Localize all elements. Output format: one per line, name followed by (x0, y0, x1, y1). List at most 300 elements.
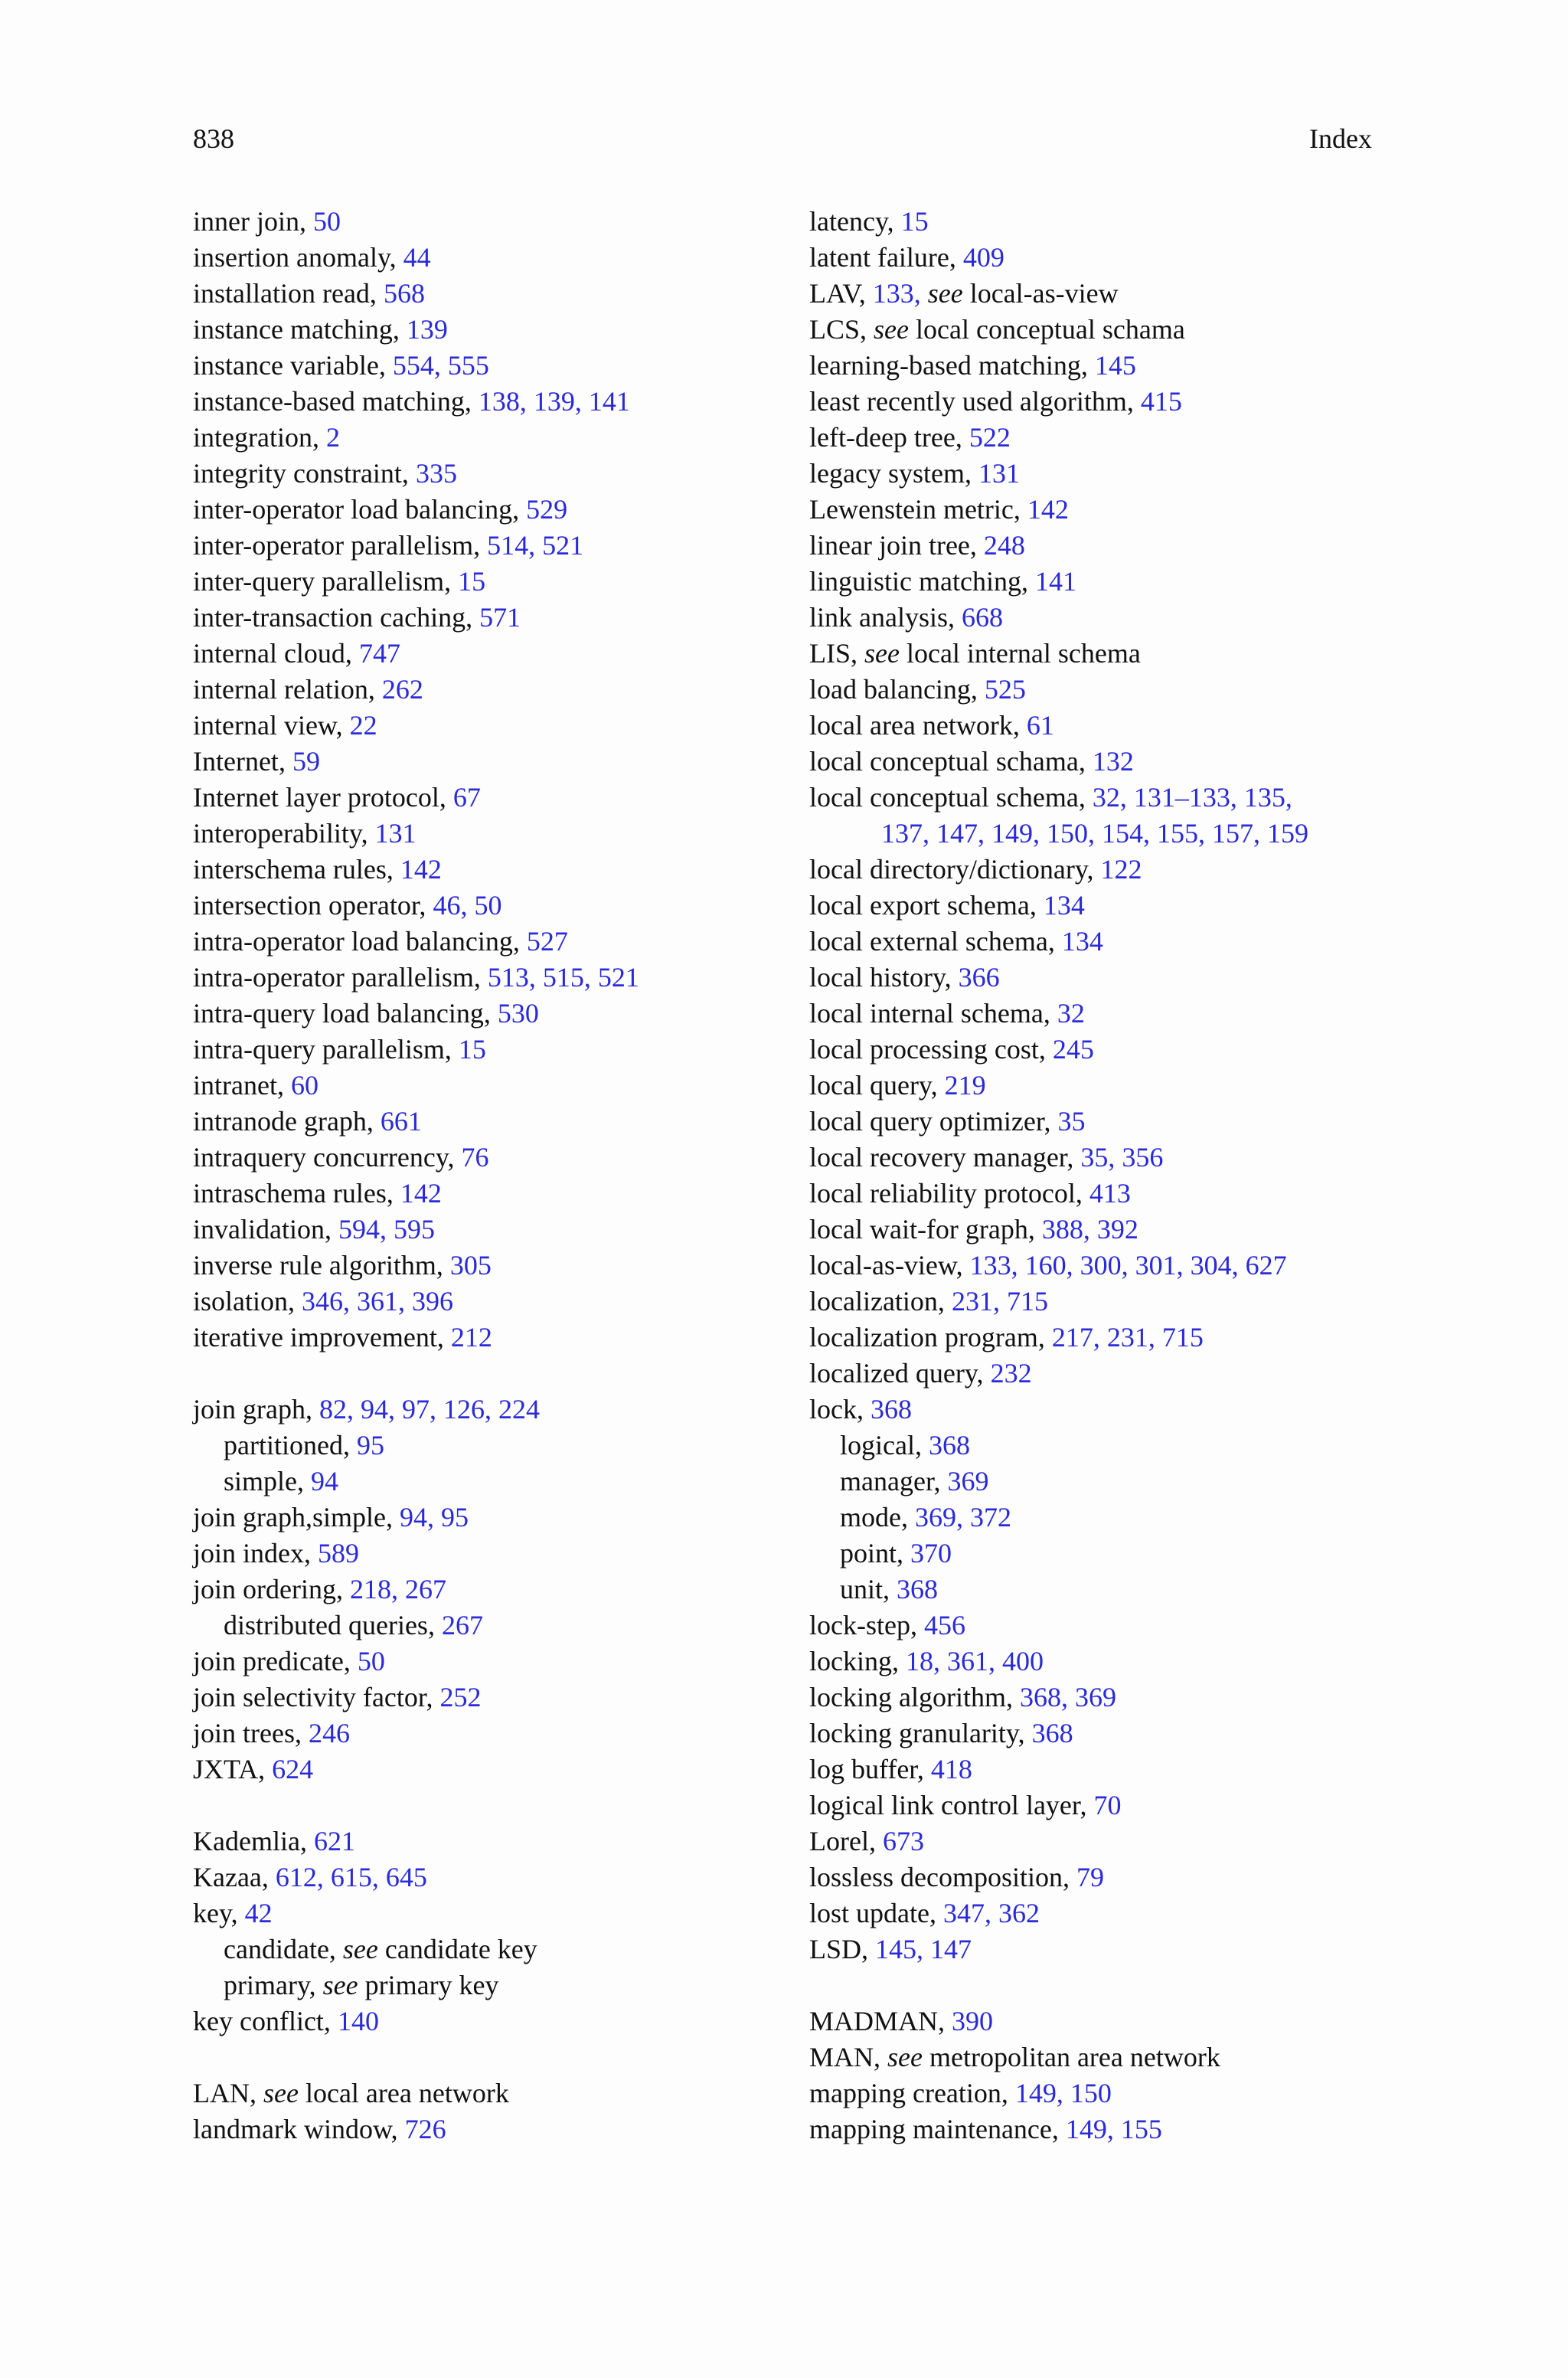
page-reference[interactable]: 370 (910, 1538, 952, 1568)
see-reference: see (874, 314, 909, 345)
page-reference[interactable]: 621 (313, 1826, 355, 1856)
page-reference[interactable]: 368 (1031, 1718, 1073, 1748)
index-term: link analysis, (809, 602, 962, 633)
index-term: linguistic matching, (809, 566, 1035, 597)
index-entry (193, 204, 775, 240)
page-reference[interactable]: 267 (441, 1610, 483, 1640)
page-reference[interactable]: 141 (1034, 566, 1076, 597)
index-term: landmark window, (193, 2114, 405, 2144)
index-term: linear join tree, (809, 530, 984, 561)
index-entry (809, 1392, 1391, 1428)
index-entry (193, 924, 775, 960)
page-reference[interactable]: 529 (526, 494, 568, 525)
index-term: intranode graph, (193, 1106, 381, 1137)
index-entry (809, 1500, 1391, 1536)
page-reference[interactable]: 22 (349, 710, 377, 741)
index-term: lock, (809, 1394, 871, 1425)
page-reference[interactable]: 35, 356 (1080, 1142, 1164, 1173)
page-reference[interactable]: 59 (292, 746, 320, 777)
index-term: integration, (193, 422, 326, 453)
index-term: inverse rule algorithm, (193, 1250, 450, 1281)
index-term: lost update, (809, 1898, 943, 1928)
index-term: local reliability protocol, (809, 1178, 1089, 1209)
index-entry (809, 2039, 1391, 2075)
page-reference[interactable]: 668 (961, 602, 1003, 633)
page-reference[interactable]: 133, (872, 278, 921, 309)
index-entry (809, 1572, 1391, 1608)
index-entry (809, 636, 1391, 672)
index-term: localized query, (809, 1358, 991, 1389)
index-entry (193, 1392, 775, 1428)
index-entry (193, 744, 775, 780)
index-term: join index, (193, 1538, 318, 1568)
page-reference[interactable]: 726 (404, 2114, 446, 2144)
index-term: Lorel, (809, 1826, 883, 1856)
page-reference[interactable]: 262 (381, 674, 423, 705)
page-reference[interactable]: 368 (928, 1430, 970, 1460)
page-reference[interactable]: 95 (356, 1430, 384, 1460)
page-reference[interactable]: 149, 150 (1014, 2078, 1112, 2108)
index-entry (809, 744, 1391, 780)
see-target: local-as-view (962, 278, 1119, 309)
index-term: inter-transaction caching, (193, 602, 480, 633)
index-term: key, (193, 1898, 245, 1928)
see-target: primary key (358, 1970, 499, 2000)
index-entry (809, 1824, 1391, 1860)
index-term: intersection operator, (193, 890, 433, 921)
index-entry (193, 1500, 775, 1536)
index-term: legacy system, (809, 458, 978, 489)
index-term: local export schema, (809, 890, 1044, 921)
page-reference[interactable]: 527 (526, 926, 568, 957)
index-entry (193, 1608, 775, 1644)
page-reference[interactable]: 248 (983, 530, 1025, 561)
index-entry (193, 1068, 775, 1104)
page-reference[interactable]: 61 (1026, 710, 1054, 741)
page-reference[interactable]: 335 (415, 458, 457, 489)
page-reference[interactable]: 415 (1140, 386, 1182, 417)
page-reference[interactable]: 347, 362 (942, 1898, 1040, 1928)
see-reference: see (920, 278, 963, 309)
index-term: intra-query load balancing, (193, 998, 498, 1029)
index-entry (193, 1284, 775, 1320)
page-reference[interactable]: 589 (317, 1538, 359, 1568)
index-term: local internal schema, (809, 998, 1057, 1029)
index-term: LSD, (809, 1934, 876, 1964)
page-reference[interactable]: 44 (403, 242, 431, 273)
page-reference[interactable]: 139 (406, 314, 448, 345)
page-reference[interactable]: 134 (1043, 890, 1085, 921)
page-reference[interactable]: 217, 231, 715 (1051, 1322, 1204, 1353)
index-term: integrity constraint, (193, 458, 416, 489)
index-entry (193, 1212, 775, 1248)
index-entry (809, 888, 1391, 924)
see-reference: see (322, 1970, 358, 2000)
index-entry (193, 420, 775, 456)
index-term: local area network, (809, 710, 1027, 741)
index-term: LAN, (193, 2078, 263, 2108)
index-term: Kazaa, (193, 1862, 276, 1892)
index-term: lock-step, (809, 1610, 924, 1640)
index-term: inter-operator parallelism, (193, 530, 488, 561)
see-target: local conceptual schama (909, 314, 1185, 345)
page-reference[interactable]: 32, 131–133, 135, (1092, 782, 1292, 813)
see-reference: see (263, 2078, 299, 2108)
page-reference[interactable]: 94, 95 (399, 1502, 469, 1532)
page-reference[interactable]: 212 (450, 1322, 492, 1353)
page-reference[interactable]: 142 (400, 1178, 442, 1209)
page-reference[interactable]: 346, 361, 396 (302, 1286, 453, 1317)
index-entry (193, 1967, 775, 2003)
page-reference[interactable]: 571 (479, 602, 521, 633)
index-term: local conceptual schama, (809, 746, 1093, 777)
page-reference[interactable]: 218, 267 (349, 1574, 446, 1604)
index-term: locking, (809, 1646, 906, 1676)
page-reference[interactable]: 145 (1094, 350, 1136, 381)
index-entry (193, 1896, 775, 1932)
index-term: join graph, (193, 1394, 319, 1425)
page-reference[interactable]: 252 (439, 1682, 482, 1712)
page-reference[interactable]: 369 (947, 1466, 989, 1496)
index-entry (809, 492, 1391, 528)
page-reference[interactable]: 522 (969, 422, 1011, 453)
page-reference[interactable]: 456 (923, 1610, 965, 1640)
index-entry (809, 1680, 1391, 1716)
index-term: left-deep tree, (809, 422, 969, 453)
index-entry (809, 2003, 1391, 2039)
page-reference[interactable]: 60 (290, 1070, 318, 1101)
index-term: join predicate, (193, 1646, 358, 1676)
index-term: intra-operator load balancing, (193, 926, 527, 957)
page-reference[interactable]: 513, 515, 521 (487, 962, 639, 993)
page-reference[interactable]: 245 (1052, 1034, 1094, 1065)
page-reference[interactable]: 145, 147 (875, 1934, 972, 1964)
index-term: intraschema rules, (193, 1178, 400, 1209)
page-reference[interactable]: 140 (337, 2006, 379, 2036)
index-entry (809, 2075, 1391, 2111)
page-reference[interactable]: 554, 555 (392, 350, 489, 381)
index-term: learning-based matching, (809, 350, 1095, 381)
page-reference[interactable]: 32 (1057, 998, 1085, 1029)
page-reference[interactable]: 594, 595 (338, 1214, 435, 1245)
index-entry (193, 1464, 775, 1500)
page-reference[interactable]: 418 (930, 1754, 972, 1784)
index-entry (809, 1932, 1391, 1967)
index-term: Lewenstein metric, (809, 494, 1027, 525)
index-term: logical, (840, 1430, 929, 1460)
page-reference[interactable]: 142 (400, 854, 442, 885)
index-entry (809, 348, 1391, 384)
index-term: inner join, (193, 206, 313, 237)
index-term: local conceptual schema, (809, 782, 1093, 813)
page-reference[interactable]: 50 (312, 206, 341, 237)
page-reference[interactable]: 219 (944, 1070, 986, 1101)
index-entry (809, 276, 1391, 312)
page-reference[interactable]: 2 (325, 422, 340, 453)
index-entry (193, 780, 775, 816)
page-reference[interactable]: 409 (962, 242, 1004, 273)
index-term: internal cloud, (193, 638, 359, 669)
running-head: Index (1309, 123, 1372, 154)
index-entry (809, 1788, 1391, 1824)
page-reference[interactable]: 388, 392 (1041, 1214, 1138, 1245)
index-term: lossless decomposition, (809, 1862, 1076, 1892)
index-entry (193, 276, 775, 312)
see-target: local area network (298, 2078, 509, 2108)
index-entry (193, 1932, 775, 1967)
page-reference[interactable]: 18, 361, 400 (905, 1646, 1044, 1676)
index-term: join trees, (193, 1718, 309, 1748)
see-target: candidate key (377, 1934, 537, 1964)
index-term: isolation, (193, 1286, 302, 1317)
index-entry (809, 312, 1391, 348)
index-term: join ordering, (193, 1574, 350, 1604)
index-entry (809, 1860, 1391, 1896)
index-term: mapping maintenance, (809, 2114, 1066, 2144)
index-term: distributed queries, (224, 1610, 442, 1640)
index-term: latency, (809, 206, 901, 237)
index-term: localization program, (809, 1322, 1052, 1353)
index-term: MADMAN, (809, 2006, 952, 2036)
page-reference[interactable]: 133, 160, 300, 301, 304, 627 (969, 1250, 1287, 1281)
index-term: logical link control layer, (809, 1790, 1094, 1820)
index-entry (809, 1608, 1391, 1644)
index-entry (809, 1176, 1391, 1212)
page-reference[interactable]: 15 (458, 566, 486, 597)
index-entry (809, 528, 1391, 564)
page-reference[interactable]: 138, 139, 141 (478, 386, 630, 417)
index-entry (193, 1176, 775, 1212)
index-entry (193, 528, 775, 564)
page-reference[interactable]: 530 (497, 998, 539, 1029)
index-term: local wait-for graph, (809, 1214, 1042, 1245)
page-reference[interactable]: 131 (374, 818, 416, 849)
index-entry (809, 1320, 1391, 1356)
index-entry (193, 708, 775, 744)
index-term: intranet, (193, 1070, 291, 1101)
index-term: load balancing, (809, 674, 985, 705)
page-reference[interactable]: 525 (984, 674, 1026, 705)
index-term: primary, (224, 1970, 323, 2000)
page-reference[interactable]: 15 (458, 1034, 486, 1065)
index-term: local processing cost, (809, 1034, 1053, 1065)
index-entry (193, 852, 775, 888)
index-entry (193, 2003, 775, 2039)
index-entry (193, 996, 775, 1032)
index-entry (809, 1644, 1391, 1680)
index-term: partitioned, (224, 1430, 357, 1460)
page-reference[interactable]: 624 (272, 1754, 314, 1784)
index-entry (809, 1896, 1391, 1932)
index-entry (193, 1680, 775, 1716)
index-entry (809, 1212, 1391, 1248)
index-term: local query, (809, 1070, 945, 1101)
page-reference[interactable]: 232 (990, 1358, 1032, 1389)
index-entry (193, 456, 775, 492)
index-term: Kademlia, (193, 1826, 314, 1856)
index-term: local-as-view, (809, 1250, 970, 1281)
index-entry (193, 2075, 775, 2111)
index-entry (809, 204, 1391, 240)
index-term: candidate, (224, 1934, 343, 1964)
index-term: intraquery concurrency, (193, 1142, 462, 1173)
page-reference[interactable]: 67 (452, 782, 481, 813)
index-term: local history, (809, 962, 959, 993)
page-reference[interactable]: 137, 147, 149, 150, 154, 155, 157, 159 (881, 818, 1308, 849)
page-reference[interactable]: 46, 50 (433, 890, 502, 921)
index-term: LAV, (809, 278, 873, 309)
index-term: locking granularity, (809, 1718, 1032, 1748)
page-reference[interactable]: 514, 521 (487, 530, 584, 561)
index-entry (809, 240, 1391, 276)
page-reference[interactable]: 76 (461, 1142, 489, 1173)
index-entry (809, 1752, 1391, 1788)
index-entry (809, 1248, 1391, 1284)
index-term: LIS, (809, 638, 864, 669)
page-reference[interactable]: 661 (380, 1106, 422, 1137)
page-reference[interactable]: 231, 715 (951, 1286, 1048, 1317)
index-column-left (193, 204, 775, 2147)
index-entry (809, 564, 1391, 600)
index-entry (193, 888, 775, 924)
index-entry (193, 1320, 775, 1356)
page-reference[interactable]: 368 (870, 1394, 912, 1425)
index-term: Internet layer protocol, (193, 782, 453, 813)
index-entry (193, 672, 775, 708)
index-entry (193, 1536, 775, 1572)
index-entry (193, 1716, 775, 1752)
page-reference[interactable]: 673 (882, 1826, 924, 1856)
index-entry (809, 456, 1391, 492)
index-entry (809, 852, 1391, 888)
index-term: least recently used algorithm, (809, 386, 1141, 417)
index-entry (193, 240, 775, 276)
index-term: iterative improvement, (193, 1322, 451, 1353)
index-term: key conflict, (193, 2006, 338, 2036)
index-entry (193, 1752, 775, 1788)
index-entry (193, 1104, 775, 1140)
page-reference[interactable]: 122 (1100, 854, 1142, 885)
index-term: manager, (840, 1466, 948, 1496)
index-entry (193, 1824, 775, 1860)
index-term: instance variable, (193, 350, 393, 381)
index-term: interschema rules, (193, 854, 400, 885)
index-term: inter-operator load balancing, (193, 494, 527, 525)
index-entry (809, 600, 1391, 636)
index-term: join graph,simple, (193, 1502, 400, 1532)
see-reference: see (342, 1934, 378, 1964)
page-reference[interactable]: 305 (449, 1250, 492, 1281)
index-entry (193, 2111, 775, 2147)
index-term: JXTA, (193, 1754, 273, 1784)
index-term: local recovery manager, (809, 1142, 1081, 1173)
index-term: intra-operator parallelism, (193, 962, 488, 993)
index-entry (809, 1428, 1391, 1464)
page-reference[interactable]: 413 (1089, 1178, 1131, 1209)
page-reference[interactable]: 70 (1093, 1790, 1122, 1820)
index-entry (809, 1716, 1391, 1752)
index-term: instance-based matching, (193, 386, 479, 417)
index-entry (809, 996, 1391, 1032)
page-reference[interactable]: 42 (244, 1898, 273, 1928)
index-entry (809, 1536, 1391, 1572)
index-entry (809, 924, 1391, 960)
index-term: unit, (840, 1574, 897, 1604)
index-entry (193, 1140, 775, 1176)
index-entry (193, 564, 775, 600)
index-term: join selectivity factor, (193, 1682, 440, 1712)
page-reference[interactable]: 246 (308, 1718, 350, 1748)
page-reference[interactable]: 747 (358, 638, 400, 669)
page-reference[interactable]: 35 (1057, 1106, 1086, 1137)
index-entry (809, 384, 1391, 420)
index-entry (809, 1284, 1391, 1320)
index-entry (809, 960, 1391, 996)
page-reference[interactable]: 368, 369 (1019, 1682, 1116, 1712)
page-reference[interactable]: 368 (897, 1574, 939, 1604)
page-number: 838 (193, 123, 234, 154)
index-column-right (809, 204, 1391, 2147)
index-term: interoperability, (193, 818, 375, 849)
index-entry (193, 636, 775, 672)
index-term: mode, (840, 1502, 915, 1532)
index-entry (809, 672, 1391, 708)
index-term: mapping creation, (809, 2078, 1015, 2108)
index-term: simple, (224, 1466, 311, 1496)
page-reference[interactable]: 369, 372 (914, 1502, 1011, 1532)
index-term: MAN, (809, 2042, 888, 2072)
page-reference[interactable]: 612, 615, 645 (275, 1862, 427, 1892)
page-reference[interactable]: 134 (1061, 926, 1103, 957)
page-reference[interactable]: 79 (1076, 1862, 1104, 1892)
index-term: point, (840, 1538, 911, 1568)
index-term: local directory/dictionary, (809, 854, 1101, 885)
see-reference: see (887, 2042, 923, 2072)
page-reference[interactable]: 131 (978, 458, 1020, 489)
page-reference[interactable]: 142 (1027, 494, 1069, 525)
index-term: LCS, (809, 314, 874, 345)
index-entry (809, 780, 1391, 816)
index-entry (193, 1572, 775, 1608)
page-reference[interactable]: 149, 155 (1065, 2114, 1162, 2144)
index-entry (809, 816, 1391, 852)
index-term: internal view, (193, 710, 350, 741)
page-reference[interactable]: 94 (311, 1466, 338, 1496)
index-term: Internet, (193, 746, 292, 777)
index-entry (193, 1032, 775, 1068)
index-entry (193, 1860, 775, 1896)
index-entry (193, 384, 775, 420)
page-reference[interactable]: 50 (357, 1646, 385, 1676)
see-target: local internal schema (899, 638, 1141, 669)
index-term: localization, (809, 1286, 952, 1317)
page-reference[interactable]: 568 (383, 278, 425, 309)
index-entry (809, 2111, 1391, 2147)
page-reference[interactable]: 132 (1092, 746, 1134, 777)
index-term: insertion anomaly, (193, 242, 403, 273)
page-reference[interactable]: 15 (900, 206, 929, 237)
page-reference[interactable]: 82, 94, 97, 126, 224 (318, 1394, 540, 1425)
page-reference[interactable]: 366 (958, 962, 1000, 993)
page-reference[interactable]: 390 (952, 2006, 994, 2036)
index-entry (809, 1140, 1391, 1176)
index-entry (193, 1248, 775, 1284)
index-term: local query optimizer, (809, 1106, 1058, 1137)
index-term: invalidation, (193, 1214, 338, 1245)
see-target: metropolitan area network (922, 2042, 1220, 2072)
index-entry (809, 1356, 1391, 1392)
index-entry (809, 1104, 1391, 1140)
